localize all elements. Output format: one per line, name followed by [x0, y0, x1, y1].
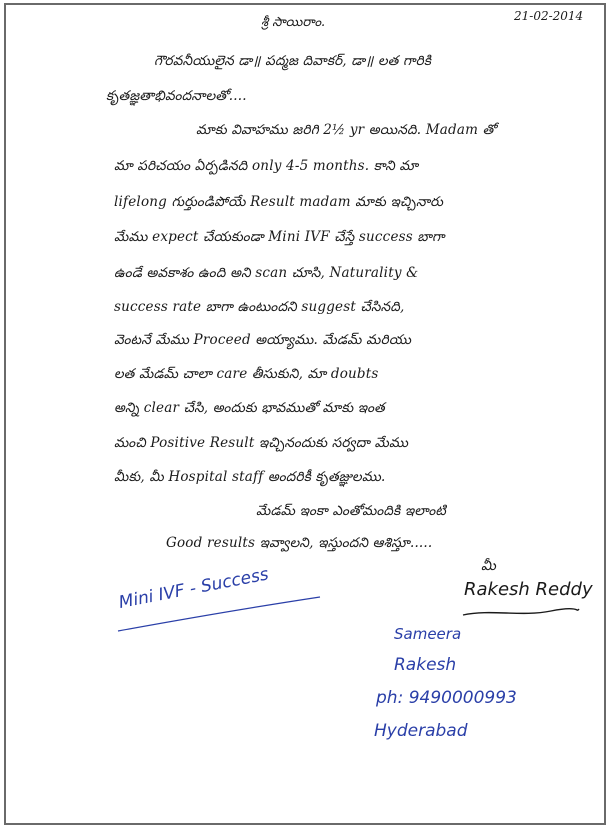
- contact-city: Hyderabad: [374, 721, 468, 741]
- letter-line: మేము expect చేయకుండా Mini IVF చేస్తే success బాగా: [114, 229, 445, 245]
- letter-line: వెంటనే మేము Proceed అయ్యాము. మేడమ్ మరియు: [114, 332, 412, 348]
- letter-line: గౌరవనీయులైన డా॥ పద్మజ దివాకర్, డా॥ లత గారికి: [154, 53, 432, 69]
- letter-line: మంచి Positive Result ఇచ్చినందుకు సర్వదా మేము: [114, 435, 409, 451]
- letter-line: మాకు వివాహము జరిగి 2½ yr అయినది. Madam తో: [196, 122, 496, 138]
- annotation-underline: [114, 595, 324, 635]
- letter-line: మేడమ్ ఇంకా ఎంతోమందికి ఇలాంటి: [256, 503, 447, 519]
- letter-date: 21-02-2014: [514, 9, 584, 23]
- signature-flourish: [461, 607, 581, 619]
- letter-line: అన్ని clear చేసి, అందుకు భావముతో మాకు ఇంత: [114, 400, 385, 416]
- letter-line: మీకు, మీ Hospital staff అందరికీ కృతజ్ఞులము.: [114, 469, 386, 485]
- letter-line: Good results ఇవ్వాలని, ఇస్తుందని ఆశిస్తూ.....: [166, 535, 433, 551]
- letter-line: success rate బాగా ఉంటుందని suggest చేసినది,: [114, 299, 405, 315]
- signature: Rakesh Reddy: [464, 579, 593, 600]
- letter-line: ఉండే అవకాశం ఉంది అని scan చూసి, Naturality &: [114, 265, 419, 281]
- contact-name-1: Sameera: [394, 625, 462, 643]
- letter-line: లత మేడమ్ చాలా care తీసుకుని, మా doubts: [114, 366, 379, 382]
- contact-phone: ph: 9490000993: [376, 688, 517, 708]
- letter-sheet: [4, 3, 606, 825]
- annotation-note: Mini IVF - Success: [117, 564, 271, 613]
- letter-closing: మీ: [481, 558, 496, 574]
- letter-greeting: శ్రీ సాయిరాం.: [261, 15, 326, 30]
- letter-line: కృతజ్ఞతాభివందనాలతో....: [106, 88, 247, 104]
- letter-line: మా పరిచయం ఏర్పడినది only 4-5 months. కాని మా: [114, 158, 419, 174]
- letter-line: lifelong గుర్తుండిపోయే Result madam మాకు ఇచ్చినారు: [114, 194, 444, 210]
- contact-name-2: Rakesh: [394, 655, 457, 675]
